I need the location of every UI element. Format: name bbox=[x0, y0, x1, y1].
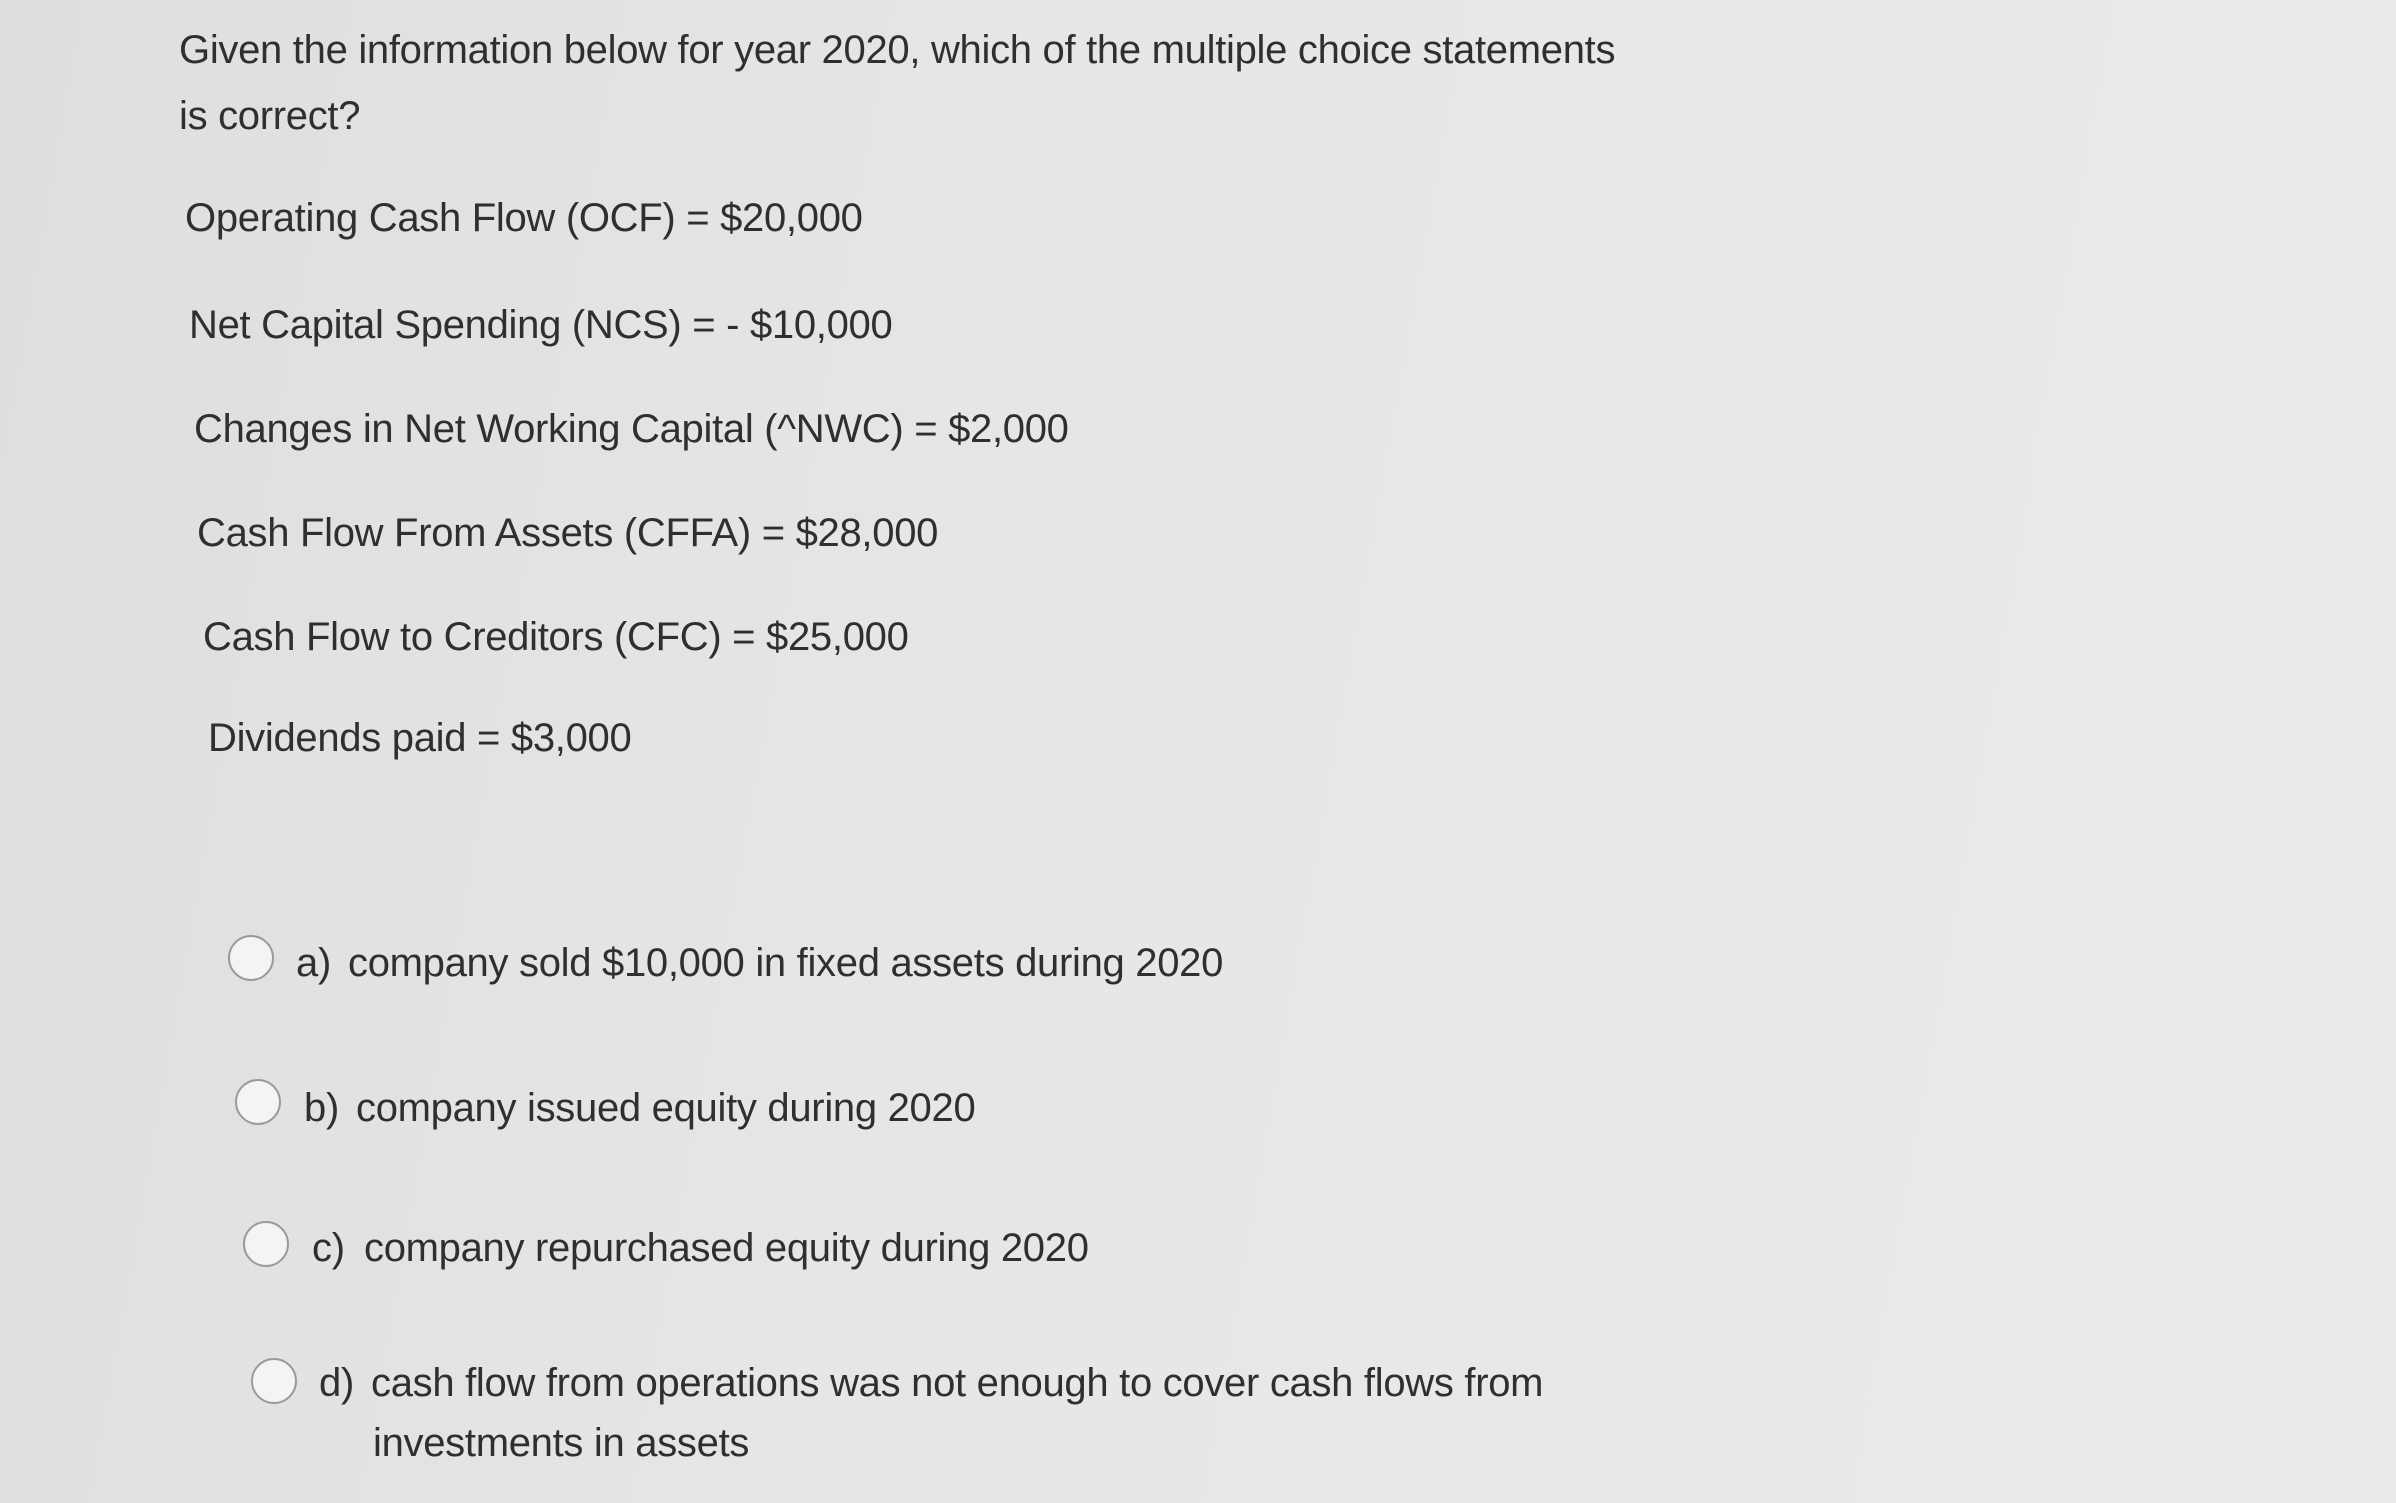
option-c-letter: c) bbox=[312, 1226, 345, 1270]
option-d-letter: d) bbox=[319, 1361, 354, 1405]
option-a-label: company sold $10,000 in fixed assets during 2020 bbox=[348, 941, 1224, 985]
question-line-1: Given the information below for year 2020, which of the multiple choice statements bbox=[179, 28, 1616, 72]
option-c-label: company repurchased equity during 2020 bbox=[364, 1226, 1089, 1270]
fact-ocf: Operating Cash Flow (OCF) = $20,000 bbox=[185, 196, 863, 240]
option-c-radio[interactable] bbox=[243, 1221, 289, 1267]
option-b[interactable] bbox=[304, 1078, 975, 1138]
fact-cfc: Cash Flow to Creditors (CFC) = $25,000 bbox=[203, 615, 909, 659]
fact-dividends: Dividends paid = $3,000 bbox=[208, 716, 632, 760]
option-b-radio[interactable] bbox=[235, 1079, 281, 1125]
question-line-2: is correct? bbox=[179, 94, 361, 138]
option-a-radio[interactable] bbox=[228, 935, 274, 981]
option-b-label: company issued equity during 2020 bbox=[356, 1086, 976, 1130]
option-d[interactable] bbox=[319, 1353, 1543, 1473]
option-a-letter: a) bbox=[296, 941, 331, 985]
fact-nwc: Changes in Net Working Capital (^NWC) = $2,000 bbox=[194, 407, 1069, 451]
option-d-radio[interactable] bbox=[251, 1358, 297, 1404]
option-a[interactable] bbox=[296, 933, 1223, 993]
option-d-label: cash flow from operations was not enough to cover cash flows from bbox=[371, 1361, 1544, 1405]
fact-ncs: Net Capital Spending (NCS) = - $10,000 bbox=[189, 303, 893, 347]
option-c[interactable] bbox=[312, 1218, 1089, 1278]
option-d-label-continued: investments in assets bbox=[373, 1421, 750, 1465]
fact-cffa: Cash Flow From Assets (CFFA) = $28,000 bbox=[197, 511, 939, 555]
option-b-letter: b) bbox=[304, 1086, 339, 1130]
